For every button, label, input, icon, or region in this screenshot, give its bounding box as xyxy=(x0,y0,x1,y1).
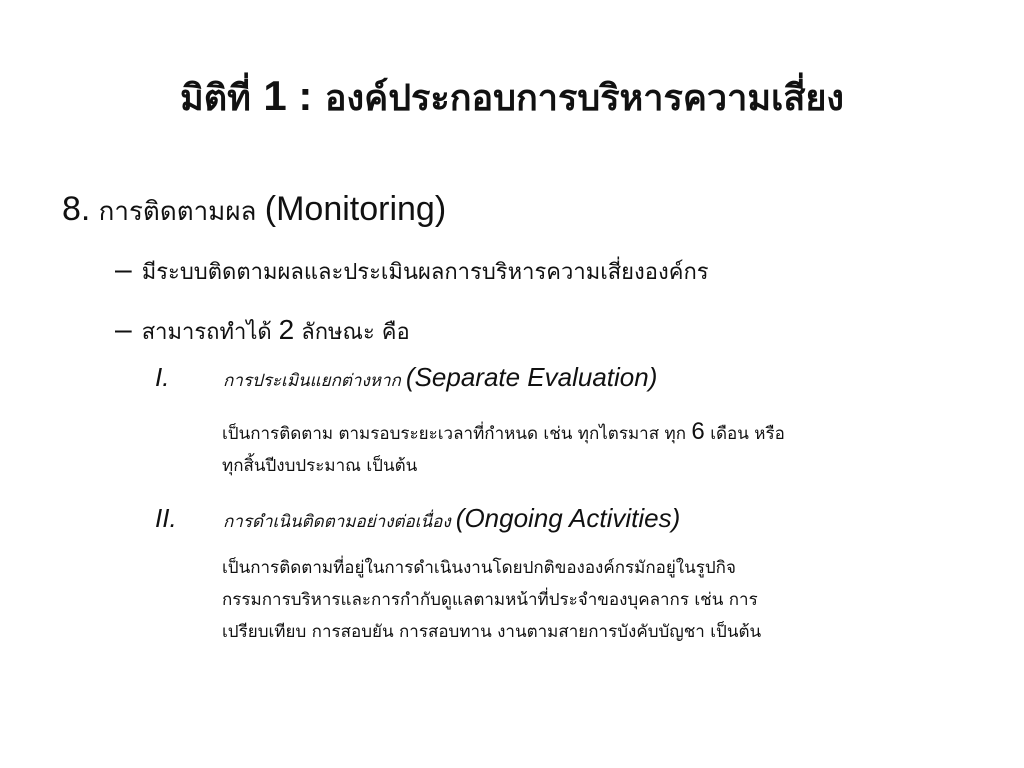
method-2-label-th: การดำเนินติดตามอย่างต่อเนื่อง xyxy=(223,512,451,532)
bullet-2 xyxy=(115,310,410,353)
method-1-heading xyxy=(155,362,657,394)
dash-icon: – xyxy=(115,313,132,346)
method-1-desc-text-a: เป็นการติดตาม ตามรอบระยะเวลาที่กำหนด เช่น ทุกไตรมาส ทุก xyxy=(222,424,687,444)
method-2-description xyxy=(222,552,942,648)
bullet-2-text-before: สามารถทำได้ xyxy=(141,320,272,345)
slide-title xyxy=(0,66,1024,129)
method-1-description xyxy=(222,416,942,482)
item-number: 8. xyxy=(62,190,91,228)
method-1-desc-text-b: เดือน หรือ xyxy=(710,424,785,444)
method-2-desc-line-2: กรรมการบริหารและการกำกับดูแลตามหน้าที่ประจำของบุคลากร เช่น การ xyxy=(222,590,758,610)
item-label-th: การติดตามผล xyxy=(98,197,257,227)
method-1-desc-line-1 xyxy=(222,416,942,450)
method-1-roman: I. xyxy=(155,362,170,392)
bullet-2-text-after: ลักษณะ คือ xyxy=(301,320,410,345)
title-number: 1 : xyxy=(263,72,313,119)
method-2-heading xyxy=(155,503,680,535)
method-1-desc-line-2: ทุกสิ้นปีงบประมาณ เป็นต้น xyxy=(222,456,418,476)
title-suffix: องค์ประกอบการบริหารความเสี่ยง xyxy=(324,78,845,119)
dash-icon: – xyxy=(115,253,132,286)
title-prefix: มิติที่ xyxy=(179,78,251,119)
method-1-label-th: การประเมินแยกต่างหาก xyxy=(223,371,401,391)
method-1-label-en: (Separate Evaluation) xyxy=(405,362,658,392)
method-2-desc-line-1: เป็นการติดตามที่อยู่ในการดำเนินงานโดยปกติขององค์กรมักอยู่ในรูปกิจ xyxy=(222,558,736,578)
item-heading xyxy=(62,184,446,237)
method-1-desc-number: 6 xyxy=(691,418,705,445)
bullet-1 xyxy=(115,250,709,293)
bullet-1-text: มีระบบติดตามผลและประเมินผลการบริหารความเสี่ยงองค์กร xyxy=(141,260,709,285)
item-label-en: (Monitoring) xyxy=(264,190,447,228)
method-2-label-en: (Ongoing Activities) xyxy=(455,503,681,533)
bullet-2-number: 2 xyxy=(278,314,295,345)
method-2-roman: II. xyxy=(155,503,177,533)
method-2-desc-line-3: เปรียบเทียบ การสอบยัน การสอบทาน งานตามสายการบังคับบัญชา เป็นต้น xyxy=(222,622,762,642)
